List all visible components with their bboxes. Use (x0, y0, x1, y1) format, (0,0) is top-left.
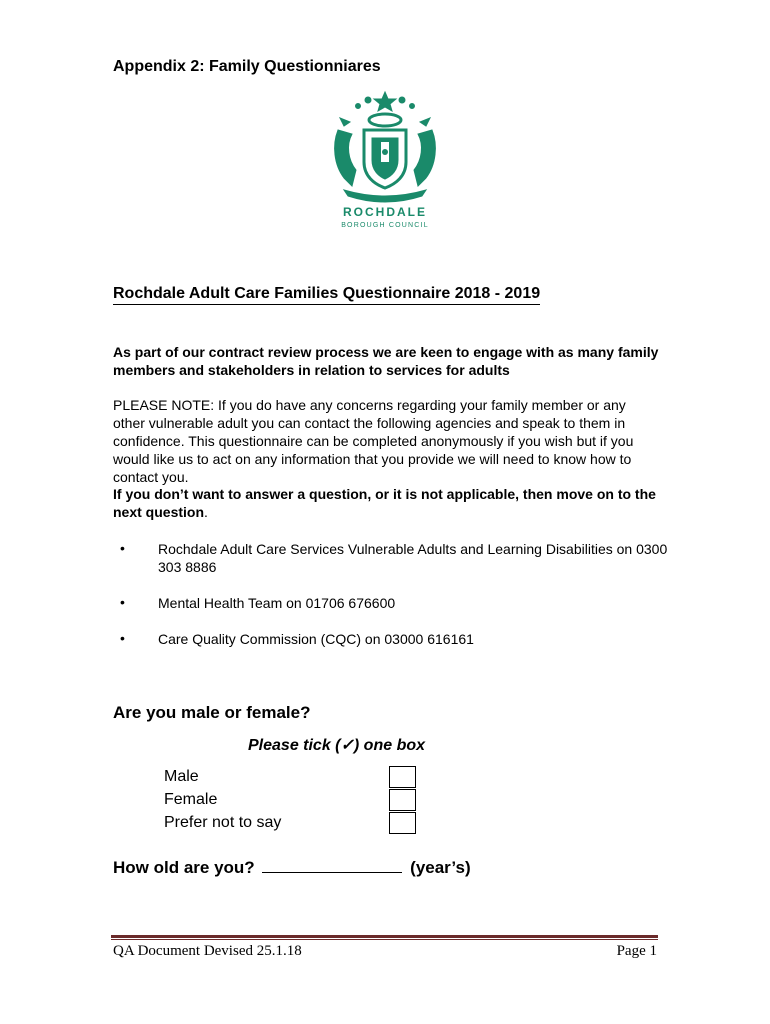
footer-rule (111, 935, 658, 938)
please-note-paragraph: PLEASE NOTE: If you do have any concerns regarding your family member or any other vulnerable adult you can contact the following agencies and speak to them in confidence. This questionnaire can be completed anonymously if you wish but if you would like us to act on any information that you provide we will need to know how to contact you. (113, 397, 634, 485)
age-question-row (113, 858, 471, 878)
rochdale-council-crest (330, 90, 440, 230)
age-question: How old are you? (113, 858, 255, 877)
checkbox-prefer-not[interactable] (389, 812, 416, 834)
bullet-icon: • (120, 630, 125, 646)
logo-name-line2: BOROUGH COUNCIL (341, 222, 429, 229)
crest-emblem-icon (330, 90, 440, 230)
checkbox-male[interactable] (389, 766, 416, 788)
gender-question: Are you male or female? (113, 703, 311, 722)
questionnaire-title: Rochdale Adult Care Families Questionnaire 2018 - 2019 (113, 285, 540, 305)
bullet-icon: • (120, 540, 125, 556)
option-female-label: Female (164, 791, 218, 808)
contact-cqc: Care Quality Commission (CQC) on 03000 616161 (158, 631, 474, 647)
option-male-label: Male (164, 768, 199, 785)
skip-instruction-text: If you don’t want to answer a question, or it is not applicable, then move on to the next question (113, 486, 656, 520)
option-prefer-not-label: Prefer not to say (164, 814, 282, 831)
footer-rule-thin (111, 939, 658, 940)
age-answer-line[interactable] (262, 858, 402, 873)
age-suffix: (year’s) (410, 858, 471, 877)
checkbox-female[interactable] (389, 789, 416, 811)
skip-instruction-period: . (204, 504, 208, 520)
tick-instruction: Please tick (✓) one box (248, 737, 426, 754)
contact-mental-health: Mental Health Team on 01706 676600 (158, 595, 396, 611)
appendix-title: Appendix 2: Family Questionniares (113, 58, 381, 75)
skip-instruction (113, 485, 673, 521)
contact-adult-care: Rochdale Adult Care Services Vulnerable Adults and Learning Disabilities on 0300 303 8886 (158, 541, 668, 575)
footer-page-number: Page 1 (616, 943, 657, 959)
logo-name-line1: ROCHDALE (343, 205, 427, 219)
bullet-icon: • (120, 594, 125, 610)
intro-statement: As part of our contract review process we are keen to engage with as many family members and stakeholders in relation to services for adults (113, 344, 659, 378)
footer-document-info: QA Document Devised 25.1.18 (113, 943, 302, 959)
